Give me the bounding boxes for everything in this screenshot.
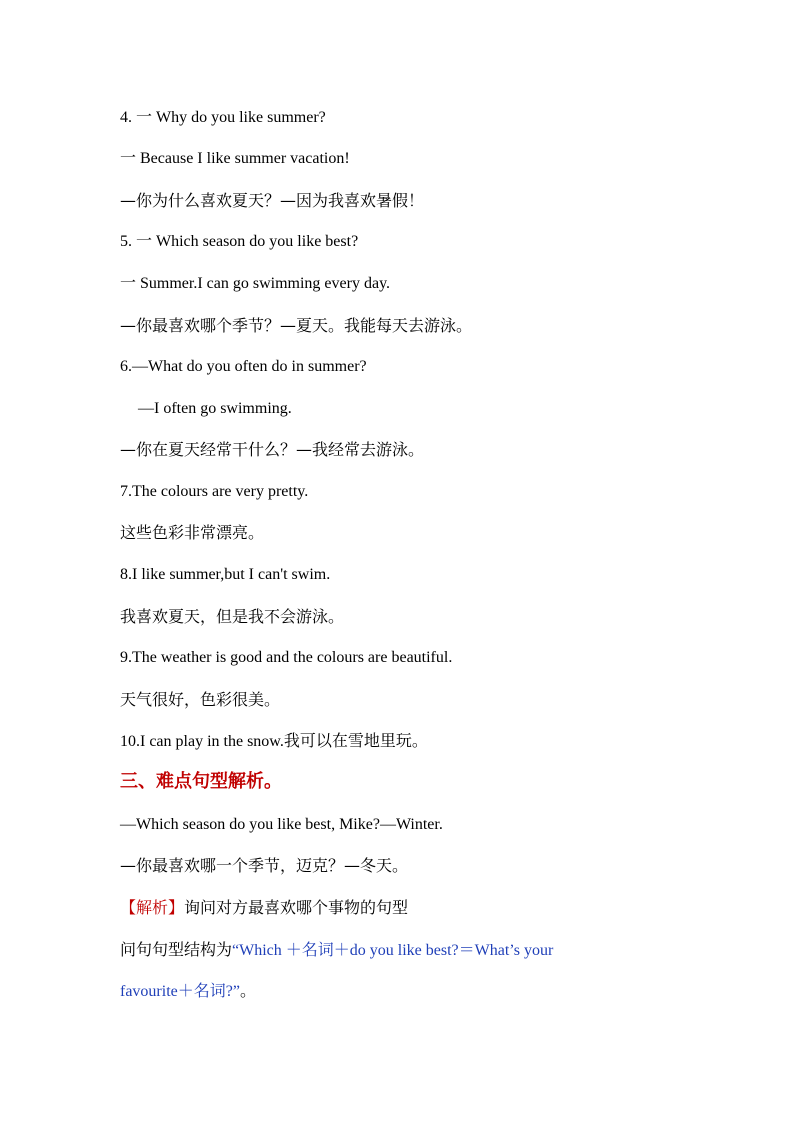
q6-question: 6.—What do you often do in summer?	[120, 358, 367, 375]
sentence-8: 8.I like summer,but I can't swim.	[120, 566, 331, 583]
sentence-10: 10.I can play in the snow.我可以在雪地里玩。	[120, 733, 428, 750]
q5-question: 5. 一 Which season do you like best?	[120, 233, 359, 250]
q6-answer: —I often go swimming.	[138, 400, 292, 417]
q4-translation: —你为什么喜欢夏天？—因为我喜欢暑假！	[120, 191, 425, 210]
sentence-9: 9.The weather is good and the colours are beautiful.	[120, 649, 453, 666]
sentence-9-translation: 天气很好，色彩很美。	[120, 690, 281, 709]
example-english: —Which season do you like best, Mike?—Winter.	[120, 816, 443, 833]
sentence-8-translation: 我喜欢夏天，但是我不会游泳。	[120, 607, 345, 626]
q5-answer: 一 Summer.I can go swimming every day.	[120, 275, 391, 292]
structure-formula-1: “Which ＋名词＋do you like best?＝What’s your	[232, 942, 554, 959]
structure-line-2	[120, 981, 256, 1002]
analysis-text: 询问对方最喜欢哪个事物的句型	[184, 898, 409, 917]
structure-suffix: 。	[239, 981, 256, 1000]
q4-question: 4. 一 Why do you like summer?	[120, 109, 326, 126]
structure-formula-2: favourite＋名词?”	[120, 983, 240, 1000]
structure-line-1	[120, 940, 553, 961]
analysis-tag: 【解析】	[120, 898, 185, 917]
q6-translation: —你在夏天经常干什么？—我经常去游泳。	[120, 440, 425, 459]
sentence-7: 7.The colours are very pretty.	[120, 483, 309, 500]
analysis-line	[120, 898, 408, 918]
section-heading: 三、难点句型解析。	[120, 771, 282, 792]
example-chinese: —你最喜欢哪一个季节，迈克？—冬天。	[120, 856, 409, 875]
sentence-7-translation: 这些色彩非常漂亮。	[120, 523, 265, 542]
q4-answer: 一 Because I like summer vacation!	[120, 150, 350, 167]
structure-prefix: 问句句型结构为	[120, 940, 233, 959]
q5-translation: —你最喜欢哪个季节？—夏天。我能每天去游泳。	[120, 316, 473, 335]
